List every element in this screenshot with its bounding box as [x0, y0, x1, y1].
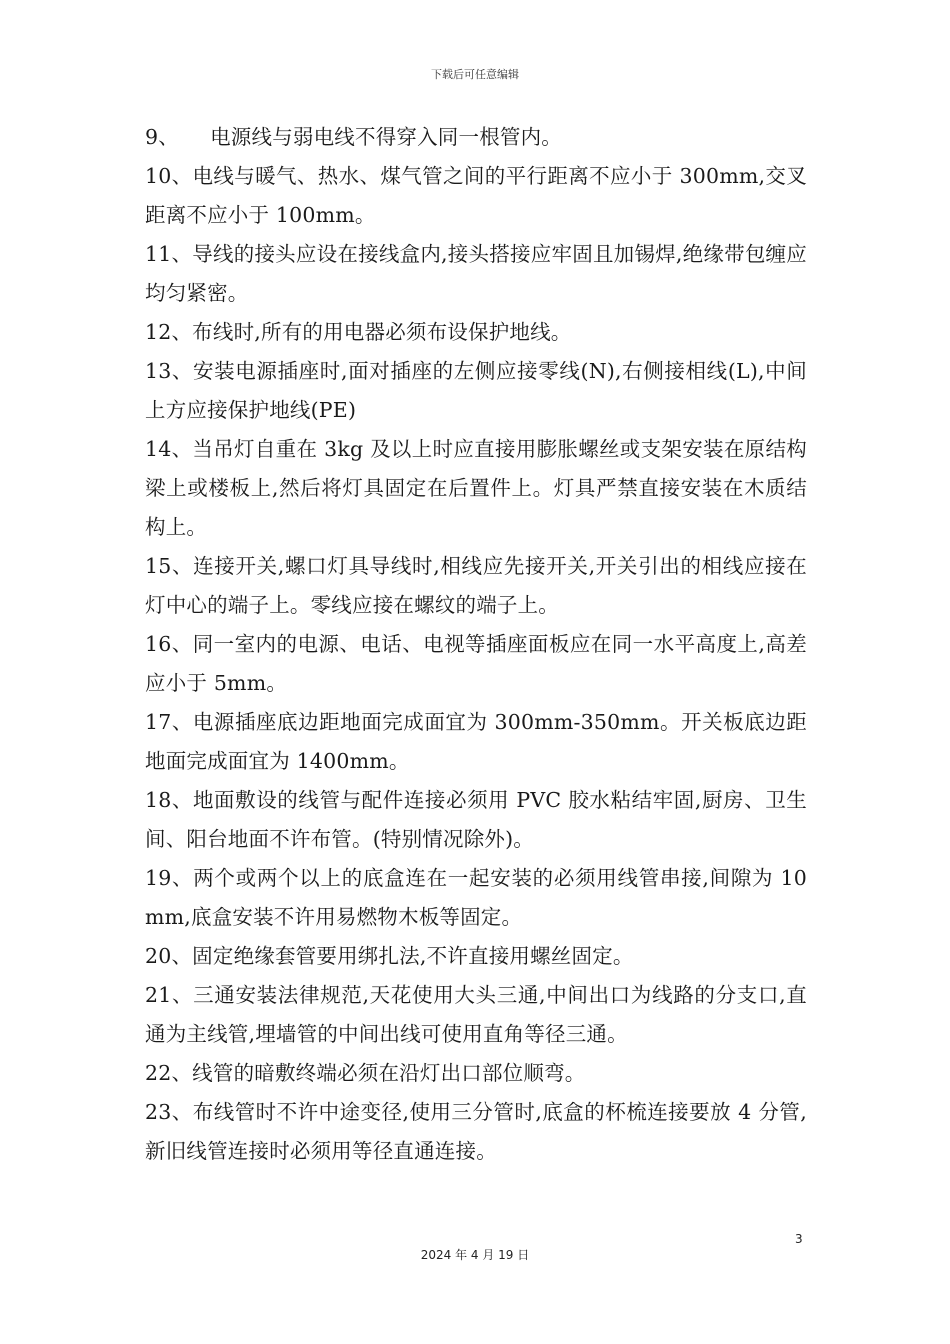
- paragraph-item-12: 12、布线时,所有的用电器必须布设保护地线。: [145, 320, 572, 344]
- paragraph-item-11: 11、导线的接头应设在接线盒内,接头搭接应牢固且加锡焊,绝缘带包缠应均匀紧密。: [145, 242, 807, 305]
- page-header: 下载后可任意编辑: [431, 68, 519, 81]
- document-body: [145, 118, 807, 1171]
- paragraph-item-18: 18、地面敷设的线管与配件连接必须用 PVC 胶水粘结牢固,厨房、卫生间、阳台地面不许布管。(特别情况除外)。: [145, 788, 807, 851]
- paragraph-item-21: 21、三通安装法律规范,天花使用大头三通,中间出口为线路的分支口,直通为主线管,埋墙管的中间出线可使用直角等径三通。: [145, 983, 807, 1046]
- paragraph-item-10: 10、电线与暖气、热水、煤气管之间的平行距离不应小于 300mm,交叉距离不应小于 100mm。: [145, 164, 807, 227]
- paragraph-item-23: 23、布线管时不许中途变径,使用三分管时,底盒的杯梳连接要放 4 分管,新旧线管连接时必须用等径直通连接。: [145, 1100, 807, 1163]
- paragraph-item-13: 13、安装电源插座时,面对插座的左侧应接零线(N),右侧接相线(L),中间上方应接保护地线(PE): [145, 359, 807, 422]
- paragraph-item-16: 16、同一室内的电源、电话、电视等插座面板应在同一水平高度上,高差应小于 5mm。: [145, 632, 807, 695]
- paragraph-item-15: 15、连接开关,螺口灯具导线时,相线应先接开关,开关引出的相线应接在灯中心的端子上。零线应接在螺纹的端子上。: [145, 554, 807, 617]
- paragraph-item-14: 14、当吊灯自重在 3kg 及以上时应直接用膨胀螺丝或支架安装在原结构梁上或楼板上,然后将灯具固定在后置件上。灯具严禁直接安装在木质结构上。: [145, 437, 807, 539]
- paragraph-item-9: 9、 电源线与弱电线不得穿入同一根管内。: [145, 125, 562, 149]
- page-number: 3: [795, 1232, 803, 1246]
- paragraph-item-17: 17、电源插座底边距地面完成面宜为 300mm-350mm。开关板底边距地面完成面宜为 1400mm。: [145, 710, 807, 773]
- paragraph-item-19: 19、两个或两个以上的底盒连在一起安装的必须用线管串接,间隙为 10mm,底盒安装不许用易燃物木板等固定。: [145, 866, 807, 929]
- paragraph-item-22: 22、线管的暗敷终端必须在沿灯出口部位顺弯。: [145, 1061, 586, 1085]
- paragraph-item-20: 20、固定绝缘套管要用绑扎法,不许直接用螺丝固定。: [145, 944, 634, 968]
- page-footer-date: 2024 年 4 月 19 日: [420, 1248, 530, 1262]
